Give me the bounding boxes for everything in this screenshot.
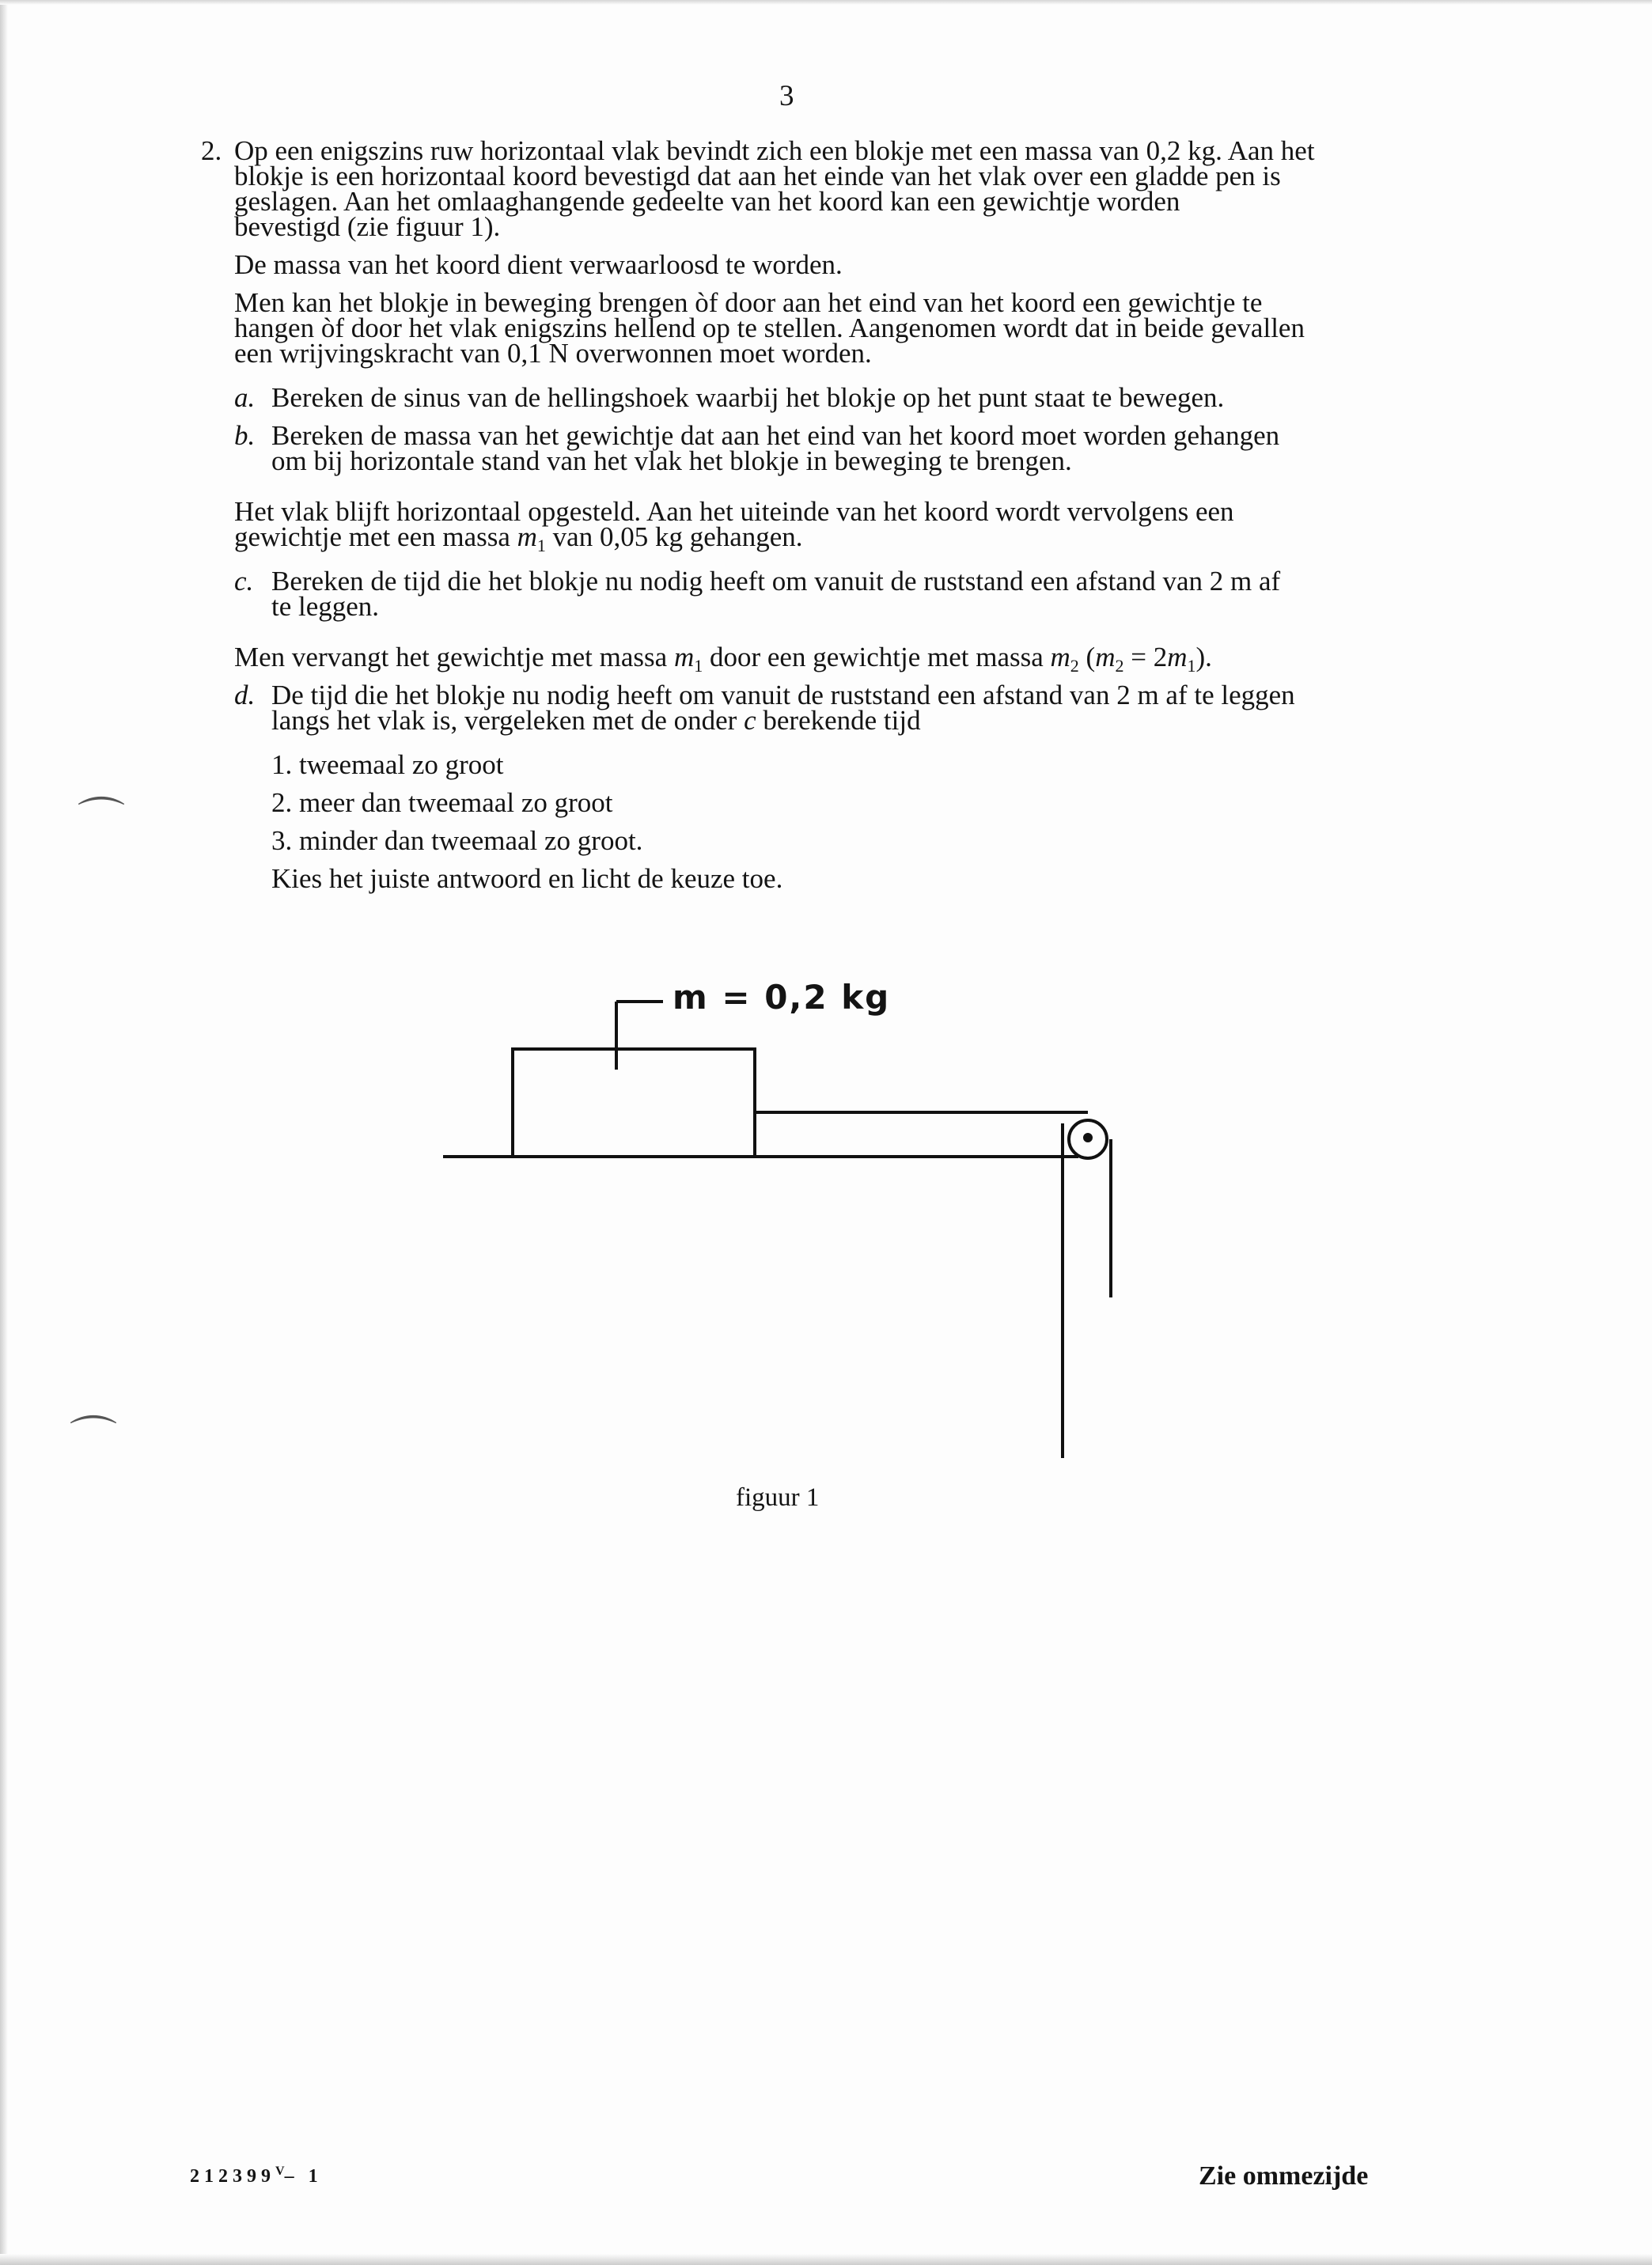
sub-c-letter: c. [234, 566, 254, 597]
mass-m2-symbol: $m_2$ [1095, 642, 1124, 676]
para-c-text: van 0,05 kg gehangen. [545, 521, 803, 552]
pulley-peg-center [1085, 1134, 1091, 1141]
mass-label: m = 0,2 kg [673, 978, 891, 1017]
intro-line: geslagen. Aan het omlaaghangende gedeelte van het koord kan een gewichtje worden [234, 186, 1180, 217]
sub-c-text: te leggen. [271, 591, 380, 622]
intro-line: bevestigd (zie figuur 1). [234, 211, 501, 242]
sub-d-closing: Kies het juiste antwoord en licht de keuze toe. [271, 863, 783, 894]
sub-a-text: Bereken de sinus van de hellingshoek waarbij het blokje op het punt staat te bewegen. [271, 382, 1225, 413]
footer-code: $212399^V-$ 1 [190, 2165, 323, 2187]
sub-b-text: om bij horizontale stand van het vlak het blokje in beweging te brengen. [271, 445, 1072, 476]
answer-option: 2. meer dan tweemaal zo groot [271, 787, 613, 818]
sub-b-letter: b. [234, 420, 256, 451]
block [513, 1049, 755, 1157]
answer-option: 1. tweemaal zo groot [271, 749, 504, 780]
page-number: 3 [779, 80, 794, 112]
para-c-line: Het vlak blijft horizontaal opgesteld. Aan het uiteinde van het koord wordt vervolgens een [234, 496, 1234, 527]
punch-hole-mark: ⌒ [70, 1414, 117, 1466]
intro-line: Men kan het blokje in beweging brengen òf door aan het eind van het koord een gewichtje te [234, 287, 1263, 318]
sub-a-letter: a. [234, 382, 256, 413]
intro-line: blokje is een horizontaal koord bevestigd dat aan het einde van het vlak over een gladde pen is [234, 161, 1281, 191]
footer-next-page: Zie ommezijde [1199, 2161, 1369, 2191]
intro-line: hangen òf door het vlak enigszins hellend op te stellen. Aangenomen wordt dat in beide gevallen [234, 312, 1305, 343]
mass-m1-symbol: $m_1$ [673, 642, 703, 676]
mass-m2-symbol: $m_2$ [1050, 642, 1079, 676]
sub-c-text: Bereken de tijd die het blokje nu nodig heeft om vanuit de ruststand een afstand van 2 m af [271, 566, 1281, 597]
figure-caption: figuur 1 [736, 1483, 820, 1512]
para-d-line: Men vervangt het gewichtje met massa $m_1$ door een gewichtje met massa $m_2$ $(m_2 = 2m_1)$. [234, 642, 1212, 676]
sub-d-letter: d. [234, 680, 256, 710]
mass-m1-symbol: $m_1$ [517, 521, 546, 555]
answer-option: 3. minder dan tweemaal zo groot. [271, 825, 643, 856]
sub-d-text: langs het vlak is, vergeleken met de onder c berekende tijd [271, 705, 921, 736]
mass-m1-symbol: $m_1$ [1167, 642, 1196, 676]
question-number: 2. [201, 135, 222, 166]
sub-b-text: Bereken de massa van het gewichtje dat aan het eind van het koord moet worden gehangen [271, 420, 1280, 451]
intro-line: een wrijvingskracht van 0,1 N overwonnen moet worden. [234, 338, 872, 369]
sub-d-text: De tijd die het blokje nu nodig heeft om vanuit de ruststand een afstand van 2 m af te leggen [271, 680, 1295, 710]
para-c-text: gewichtje met een massa [234, 521, 517, 552]
punch-hole-mark: ⌒ [78, 795, 125, 847]
intro-line: Op een enigszins ruw horizontaal vlak bevindt zich een blokje met een massa van 0,2 kg. Aan het [234, 135, 1315, 166]
intro-line: De massa van het koord dient verwaarloosd te worden. [234, 249, 843, 280]
